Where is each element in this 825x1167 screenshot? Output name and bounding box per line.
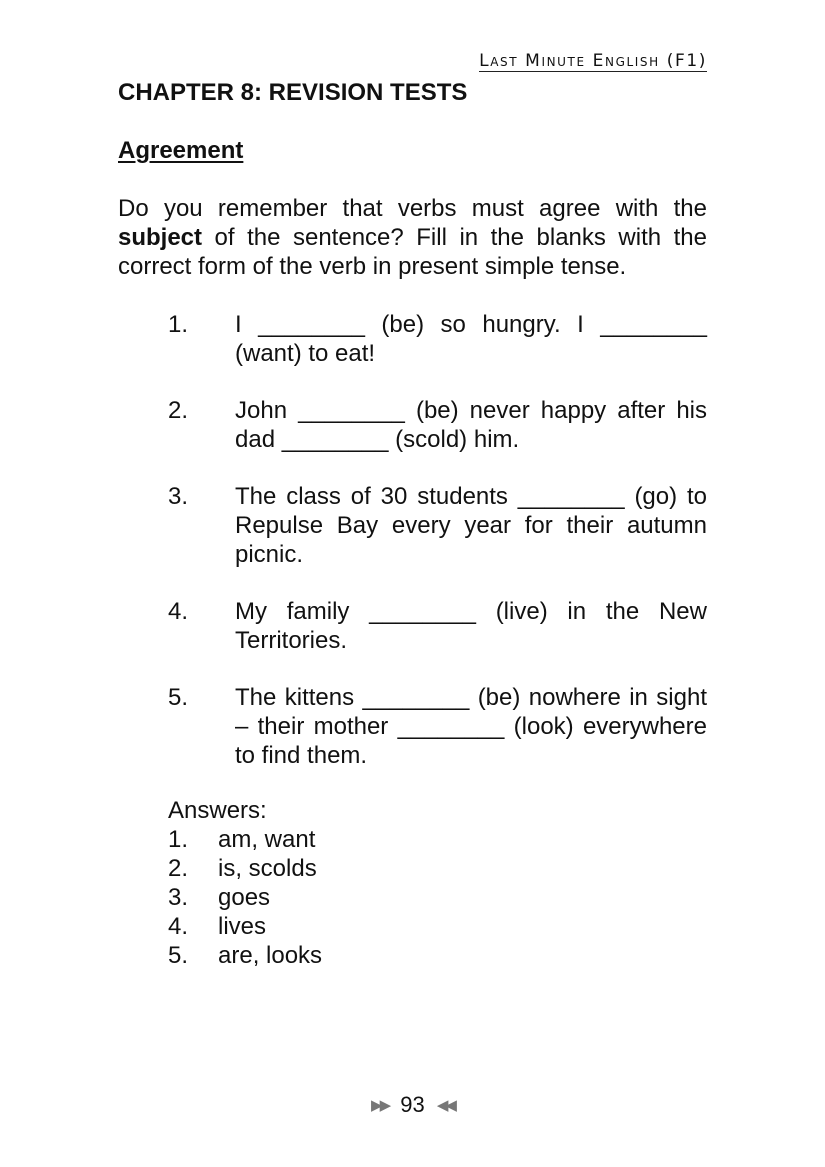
answer-number: 5.	[168, 942, 189, 969]
question-item	[168, 597, 708, 655]
answer-item	[168, 854, 468, 883]
running-header: Last Minute English (F1)	[479, 51, 707, 71]
question-text: The class of 30 students ________ (go) to Repulse Bay every year for their autumn picnic.	[235, 483, 707, 568]
answer-item	[168, 825, 468, 854]
answer-number: 2.	[168, 855, 189, 882]
page-footer	[0, 1092, 825, 1119]
answers-heading: Answers:	[168, 797, 267, 824]
answer-item	[168, 941, 468, 970]
question-list	[168, 310, 708, 770]
section-heading: Agreement	[118, 137, 244, 164]
answer-number: 1.	[168, 826, 189, 853]
question-number: 1.	[168, 311, 189, 338]
question-item	[168, 482, 708, 569]
intro-text-start: Do you remember that verbs must agree with the	[118, 195, 707, 222]
question-item	[168, 396, 708, 454]
intro-bold-term: subject	[118, 224, 203, 251]
double-arrow-left-icon: ◀◀	[436, 1097, 454, 1115]
answer-text: is, scolds	[218, 855, 317, 882]
intro-paragraph	[118, 194, 707, 281]
answer-list	[168, 825, 468, 970]
question-text: My family ________ (live) in the New Territories.	[235, 598, 707, 654]
answer-item	[168, 883, 468, 912]
answer-item	[168, 912, 468, 941]
answer-text: goes	[218, 884, 271, 911]
question-item	[168, 310, 708, 368]
answer-text: lives	[218, 913, 267, 940]
question-text: John ________ (be) never happy after his dad ________ (scold) him.	[235, 397, 707, 453]
answer-number: 3.	[168, 884, 189, 911]
page-number: 93	[400, 1092, 425, 1117]
answer-text: am, want	[218, 826, 316, 853]
question-number: 5.	[168, 684, 189, 711]
double-arrow-right-icon: ▶▶	[371, 1097, 389, 1115]
question-text: The kittens ________ (be) nowhere in sight – their mother ________ (look) everywhere to find them.	[235, 684, 707, 769]
answers-section	[168, 796, 468, 970]
intro-text-end: of the sentence? Fill in the blanks with the correct form of the verb in present simple tense.	[118, 224, 707, 280]
question-number: 3.	[168, 483, 189, 510]
question-item	[168, 683, 708, 770]
question-number: 2.	[168, 397, 189, 424]
answer-text: are, looks	[218, 942, 323, 969]
question-number: 4.	[168, 598, 189, 625]
question-text: I ________ (be) so hungry. I ________ (want) to eat!	[235, 311, 707, 367]
answer-number: 4.	[168, 913, 189, 940]
chapter-title: CHAPTER 8: REVISION TESTS	[118, 79, 468, 106]
